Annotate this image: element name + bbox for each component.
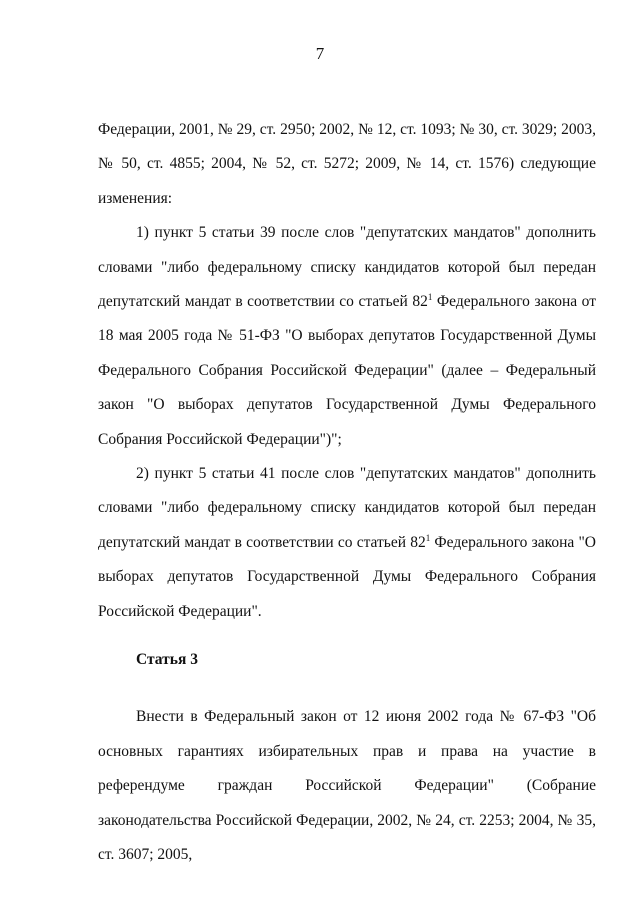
superscript-marker: 1 <box>425 532 431 543</box>
paragraph-item-2-text-a: 2) пункт 5 статьи 41 после слов "депутатских мандатов" дополнить словами "либо федеральному списку кандидатов которой был передан депутатский мандат в соответствии со статьей 82 <box>98 465 596 551</box>
paragraph-continuation: Федерации, 2001, № 29, ст. 2950; 2002, № 12, ст. 1093; № 30, ст. 3029; 2003, № 50, ст. 4855; 2004, № 52, ст. 5272; 2009, № 14, ст. 1576) следующие изменения: <box>98 121 596 207</box>
paragraph-item-1-text-b: Федерального закона от 18 мая 2005 года № 51-ФЗ "О выборах депутатов Государственной Думы Федерального Собрания Российской Федерации" (далее – Федеральный закон "О выборах депутатов Государственной Думы Федерального Собрания Российской Федерации")"; <box>98 293 596 448</box>
paragraph-item-2-text-b: Федерального закона "О выборах депутатов Государственной Думы Федерального Собрания Российской Федерации". <box>98 533 596 620</box>
page-number: 7 <box>315 44 325 63</box>
superscript-marker: 1 <box>427 291 433 302</box>
paragraph-item-2 <box>98 457 596 629</box>
article-body <box>98 700 596 873</box>
document-body <box>98 113 596 629</box>
article-paragraph: Внести в Федеральный закон от 12 июня 2002 года № 67-ФЗ "Об основных гарантиях избирательных прав и права на участие в референдуме граждан Российской Федерации" (Собрание законодательства Российской Федерации, 2002, № 24, ст. 2253; 2004, № 35, ст. 3607; 2005, <box>98 708 596 864</box>
paragraph-item-1 <box>98 216 596 457</box>
paragraph-item-1-text-a: 1) пункт 5 статьи 39 после слов "депутатских мандатов" дополнить словами "либо федеральному списку кандидатов которой был передан депутатский мандат в соответствии со статьей 82 <box>98 224 596 311</box>
article-heading: Статья 3 <box>136 651 198 668</box>
